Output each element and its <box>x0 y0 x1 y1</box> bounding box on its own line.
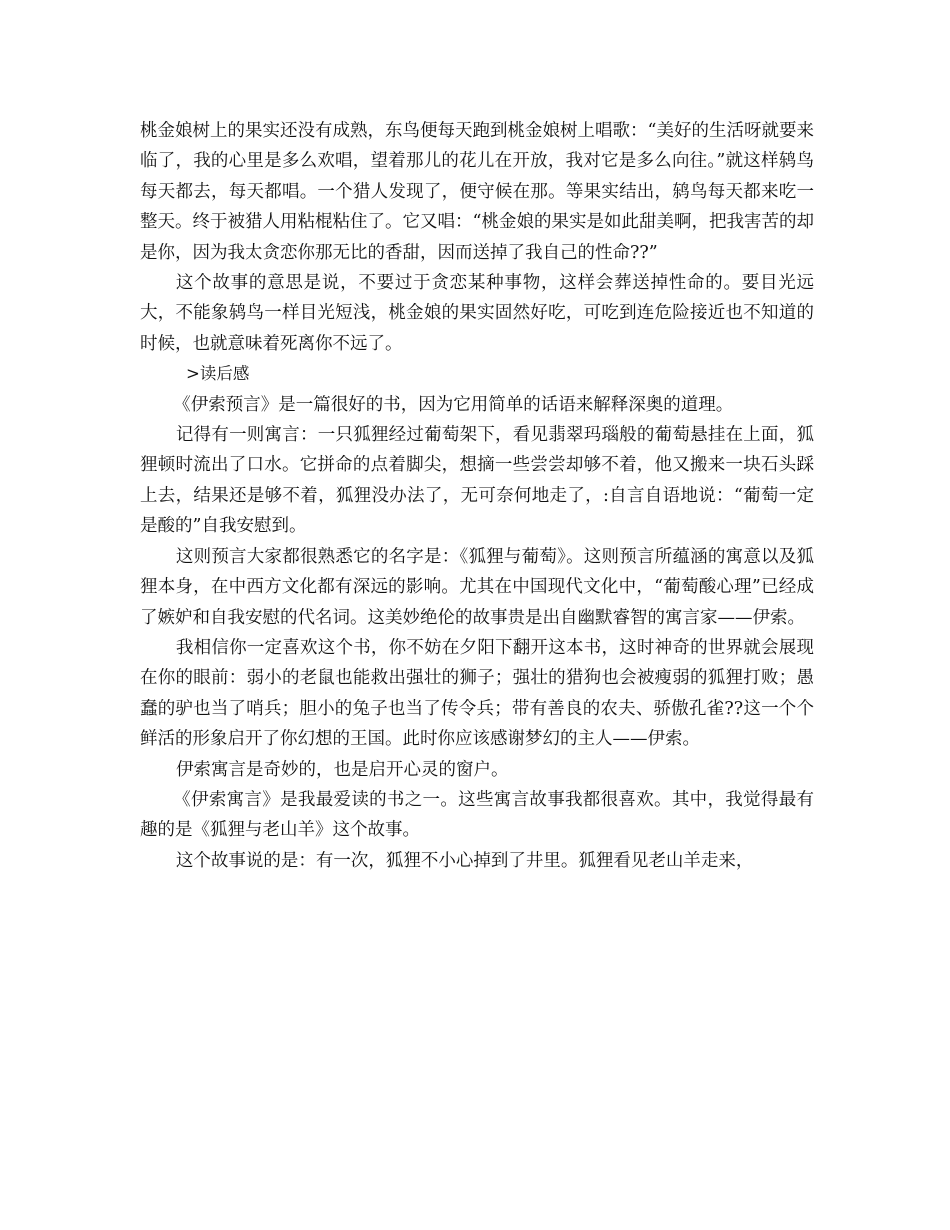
paragraph-favorite-book: 《伊索寓言》是我最爱读的书之一。这些寓言故事我都很喜欢。其中，我觉得最有趣的是《狐狸与老山羊》这个故事。 <box>140 789 814 841</box>
paragraph-recommendation: 我相信你一定喜欢这个书，你不妨在夕阳下翻开这本书，这时神奇的世界就会展现在你的眼前：弱小的老鼠也能救出强壮的狮子；强壮的猎狗也会被瘦弱的狐狸打败；愚蠢的驴也当了哨兵；胆小的兔子也当了传令兵；带有善良的农夫、骄傲孔雀??这一个个鲜活的形象启开了你幻想的王国。此时你应该感谢梦幻的主人——伊索。 <box>140 637 814 750</box>
paragraph-window-of-heart: 伊索寓言是奇妙的，也是启开心灵的窗户。 <box>176 759 509 780</box>
paragraph-story-moral: 这个故事的意思是说，不要过于贪恋某种事物，这样会葬送掉性命的。要目光远大，不能象鸫鸟一样目光短浅，桃金娘的果实固然好吃，可吃到连危险接近也不知道的时候，也就意味着死离你不远了。 <box>140 273 814 354</box>
paragraph-fox-grapes-story: 记得有一则寓言：一只狐狸经过葡萄架下，看见翡翠玛瑙般的葡萄悬挂在上面，狐狸顿时流出了口水。它拼命的点着脚尖，想摘一些尝尝却够不着，他又搬来一块石头踩上去，结果还是够不着，狐狸没办法了，无可奈何地走了，:自言自语地说：“葡萄一定是酸的”自我安慰到。 <box>140 425 814 537</box>
paragraph-fox-grapes-meaning: 这则预言大家都很熟悉它的名字是：《狐狸与葡萄》。这则预言所蕴涵的寓意以及狐狸本身，在中西方文化都有深远的影响。尤其在中国现代文化中，“葡萄酸心理”已经成了嫉妒和自我安慰的代名词。这美妙绝伦的故事贵是出自幽默睿智的寓言家——伊索。 <box>140 546 814 628</box>
paragraph-story-thrush: 桃金娘树上的果实还没有成熟，东鸟便每天跑到桃金娘树上唱歌：“美好的生活呀就要来临了，我的心里是多么欢唱，望着那儿的花儿在开放，我对它是多么向往。”就这样鸫鸟每天都去，每天都唱。一个猎人发现了，便守候在那。等果实结出，鸫鸟每天都来吃一整天。终于被猎人用粘棍粘住了。它又唱：“桃金娘的果实是如此甜美啊，把我害苦的却是你，因为我太贪恋你那无比的香甜，因而送掉了我自己的性命??” <box>140 121 814 263</box>
section-heading-reading-notes: >读后感 <box>186 364 250 384</box>
document-body <box>140 116 814 876</box>
paragraph-fox-goat-story: 这个故事说的是：有一次，狐狸不小心掉到了井里。狐狸看见老山羊走来， <box>175 850 754 871</box>
paragraph-aesop-intro: 《伊索预言》是一篇很好的书，因为它用简单的话语来解释深奥的道理。 <box>173 394 734 415</box>
